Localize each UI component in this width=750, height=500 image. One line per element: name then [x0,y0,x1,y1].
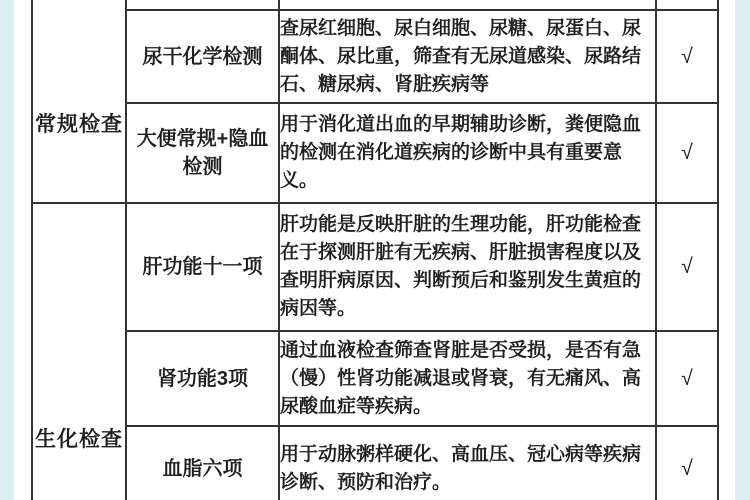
table-row [32,331,718,426]
table-row [32,103,718,203]
category-label: 常规检查 [35,113,123,136]
included-checkmark: √ [656,426,718,500]
category-label: 生化检查 [35,428,123,451]
truncated-top-row [32,0,718,10]
right-background-strip [735,0,750,500]
category-cell-biochemical-checkup [32,203,126,500]
table-row [32,426,718,500]
test-description: 肝功能是反映肝脏的生理功能，肝功能检查在于探测肝脏有无疾病、肝脏损害程度以及查明肝病原因、判断预后和鉴别发生黄疸的病因等。 [279,203,656,331]
included-checkmark: √ [656,203,718,331]
included-checkmark: √ [656,103,718,203]
included-checkmark: √ [656,10,718,103]
test-description: 查尿红细胞、尿白细胞、尿糖、尿蛋白、尿酮体、尿比重，筛查有无尿道感染、尿路结石、糖尿病、肾脏疾病等 [279,10,656,103]
test-description: 用于消化道出血的早期辅助诊断，粪便隐血的检测在消化道疾病的诊断中具有重要意义。 [279,103,656,203]
test-description: 通过血液检查筛查肾脏是否受损，是否有急（慢）性肾功能减退或肾衰，有无痛风、高尿酸血症等疾病。 [279,331,656,426]
medical-checkup-table [31,0,719,500]
test-name: 肾功能3项 [126,331,279,426]
test-name: 尿干化学检测 [126,10,279,103]
table-row [32,10,718,103]
left-background-strip [0,0,14,500]
test-description: 用于动脉粥样硬化、高血压、冠心病等疾病诊断、预防和治疗。 [279,426,656,500]
included-checkmark: √ [656,331,718,426]
test-name: 肝功能十一项 [126,203,279,331]
truncated-cell [126,0,279,10]
truncated-cell [656,0,718,10]
table-row [32,203,718,331]
test-name: 大便常规+隐血检测 [126,103,279,203]
category-cell-regular-checkup [32,0,126,203]
truncated-cell [279,0,656,10]
test-name: 血脂六项 [126,426,279,500]
